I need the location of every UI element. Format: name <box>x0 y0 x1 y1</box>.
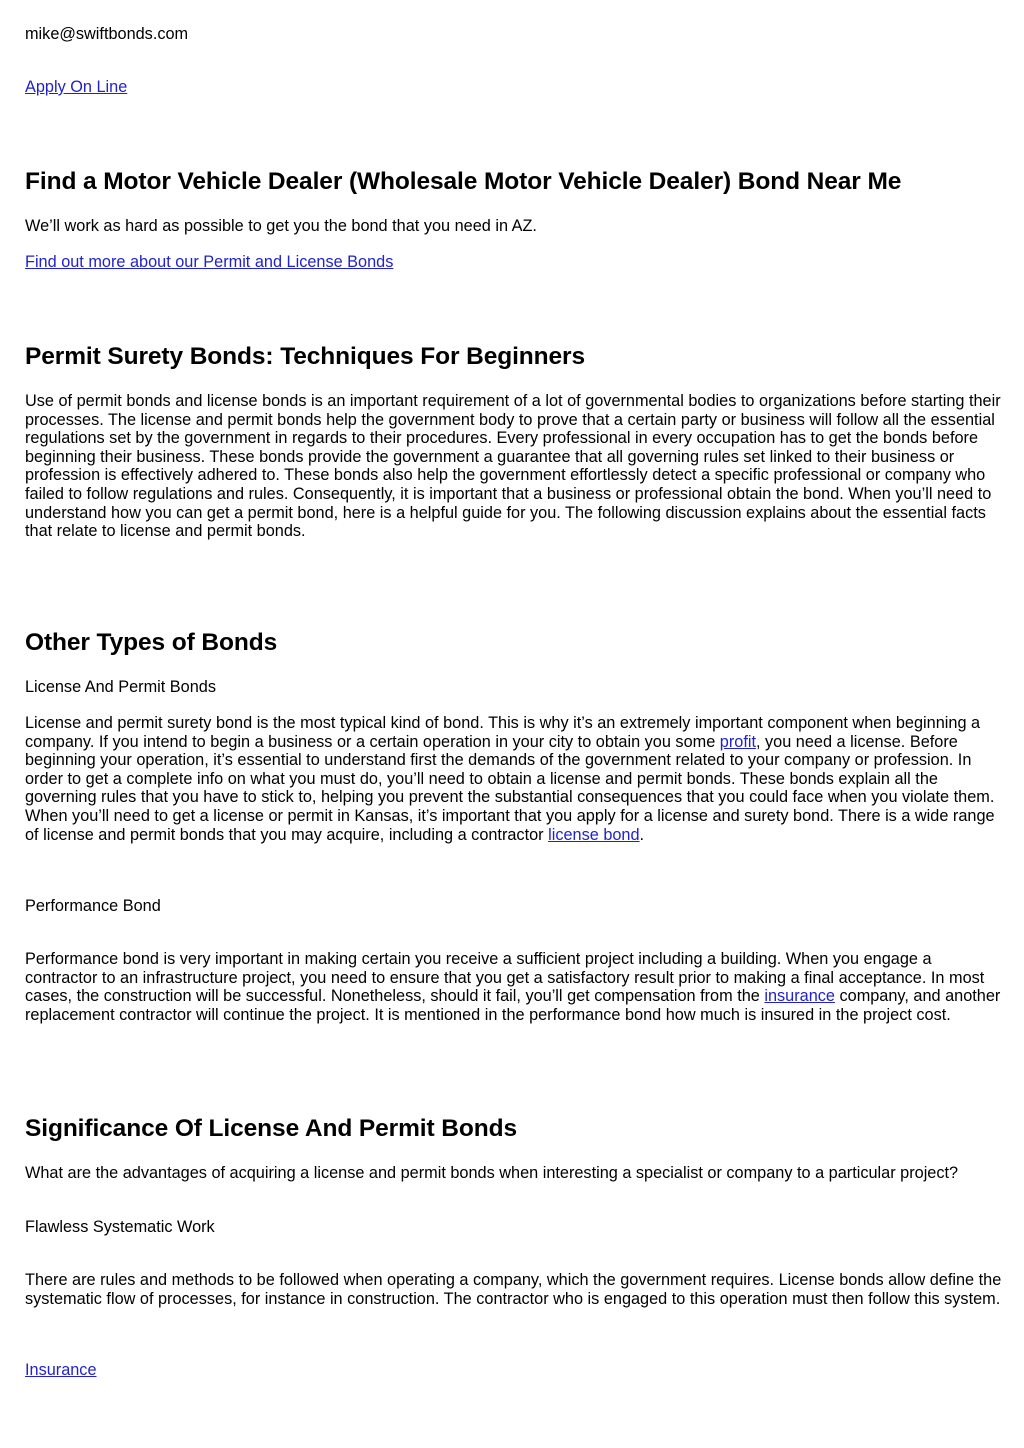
apply-online-link[interactable]: Apply On Line <box>25 78 128 96</box>
license-permit-text-2: , you need a license. Before beginning your operation, it’s essential to understand first the demands of the government related to your company or profession. In order to get a complete info on what you must do, you’ll need to obtain a license and permit bonds. These bonds explain all the governing rules that you have to stick to, helping you prevent the substantial consequences that you could face when you violate them. When you’ll need to get a license or permit in Kansas, it’s important that you apply for a license and surety bond. There is a wide range of license and permit bonds that you may acquire, including a contractor <box>25 732 995 844</box>
page-title: Find a Motor Vehicle Dealer (Wholesale Motor Vehicle Dealer) Bond Near Me <box>25 168 902 195</box>
intro-text: We’ll work as hard as possible to get you the bond that you need in AZ. <box>25 217 537 235</box>
permit-section-body: Use of permit bonds and license bonds is an important requirement of a lot of governmental bodies to organizations before starting their processes. The license and permit bonds help the government body to prove that a certain party or business will follow all the essential regulations set by the government in regards to their procedures. Every professional in every occupation has to get the bonds before beginning their business. These bonds provide the government a guarantee that all governing rules set linked to their business or profession is effectively adhered to. These bonds also help the government effortlessly detect a specific professional or company who failed to follow regulations and rules. Consequently, it is important that a business or professional obtain the bond. When you’ll need to understand how you can get a permit bond, here is a helpful guide for you. The following discussion explains about the essential facts that relate to license and permit bonds. <box>25 392 1001 541</box>
apply-online-paragraph <box>25 78 1005 97</box>
license-permit-text-1: License and permit surety bond is the most typical kind of bond. This is why it’s an extremely important component when beginning a company. If you intend to begin a business or a certain operation in your city to obtain you some <box>25 714 981 751</box>
performance-bond-subheading: Performance Bond <box>25 897 161 915</box>
performance-text-1: Performance bond is very important in making certain you receive a sufficient project including a building. When you engage a contractor to an infrastructure project, you need to ensure that you get a satisfactory result prior to making a final acceptance. In most cases, the construction will be successful. Nonetheless, should it fail, you’ll get compensation from the <box>25 950 985 1006</box>
more-info-paragraph <box>25 253 1005 272</box>
flawless-work-paragraph: There are rules and methods to be followed when operating a company, which the government requires. License bonds allow define the systematic flow of processes, for instance in construction. The contractor who is engaged to this operation must then follow this system. <box>25 1271 1002 1308</box>
flawless-work-subheading: Flawless Systematic Work <box>25 1218 215 1236</box>
performance-text-2: company, and another replacement contractor will continue the project. It is mentioned in the performance bond how much is insured in the project cost. <box>25 987 1001 1024</box>
significance-intro: What are the advantages of acquiring a license and permit bonds when interesting a specialist or company to a particular project? <box>25 1164 959 1182</box>
more-info-link[interactable]: Find out more about our Permit and License Bonds <box>25 253 394 271</box>
license-bond-link[interactable]: license bond <box>548 825 640 844</box>
insurance-inline-link[interactable]: insurance <box>764 987 835 1006</box>
performance-bond-paragraph <box>25 950 1005 1024</box>
permit-section-heading: Permit Surety Bonds: Techniques For Beginners <box>25 343 586 370</box>
license-permit-subheading: License And Permit Bonds <box>25 678 216 696</box>
profit-link[interactable]: profit <box>719 732 756 751</box>
license-permit-text-3: . <box>639 825 645 844</box>
contact-email: mike@swiftbonds.com <box>25 25 189 43</box>
insurance-link[interactable]: Insurance <box>25 1361 97 1379</box>
license-permit-paragraph <box>25 714 1005 844</box>
insurance-paragraph <box>25 1361 1005 1380</box>
other-types-heading: Other Types of Bonds <box>25 629 278 656</box>
significance-heading: Significance Of License And Permit Bonds <box>25 1115 517 1142</box>
